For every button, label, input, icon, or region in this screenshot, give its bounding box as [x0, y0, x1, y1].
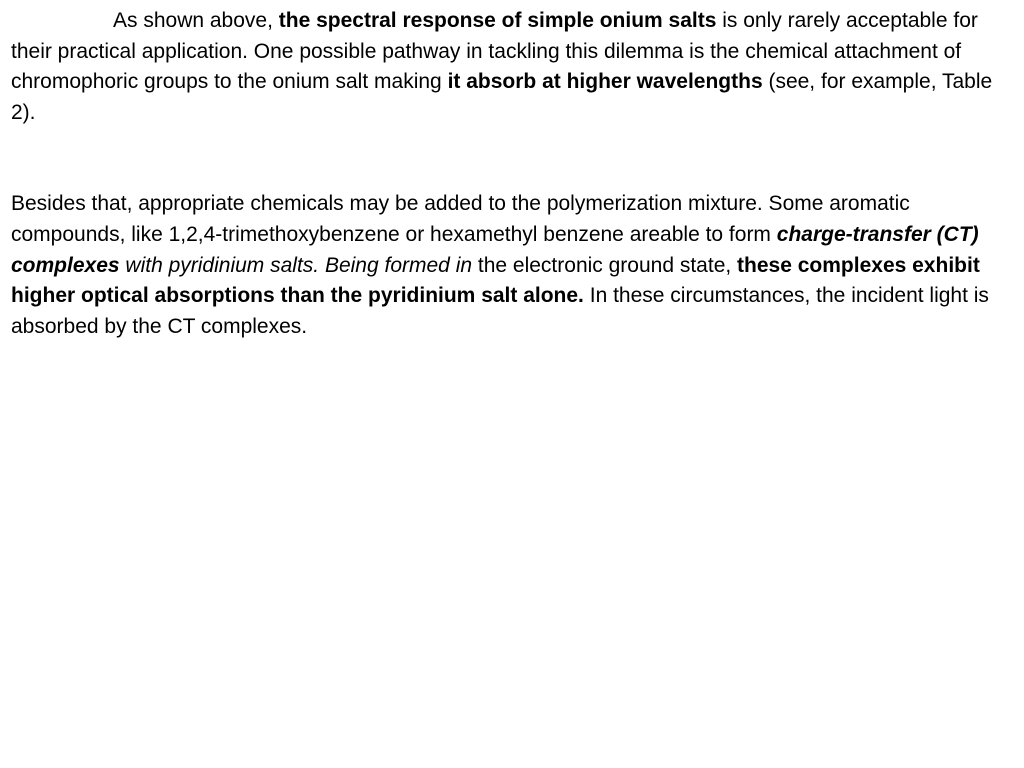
paragraph-gap [11, 128, 1009, 189]
p2-text-1: Besides that, appropriate chemicals may be added to the polymerization mixture. Some aromatic compounds, like 1,2,4-trimethoxybenzene or hexamethyl benzene areable to form [11, 192, 910, 246]
p1-text-1: As shown above, [113, 9, 279, 32]
p2-text-2: the electronic ground state, [472, 253, 738, 277]
slide-body [11, 6, 1009, 342]
p1-bold-absorb-wavelengths: it absorb at higher wavelengths [447, 70, 763, 94]
paragraph-onium-salts [11, 6, 1009, 128]
p2-text-3: In these circumstances, the incident light is absorbed by the CT complexes. [11, 284, 989, 338]
p1-bold-spectral-response: the spectral response of simple onium salts [278, 9, 717, 32]
p2-italic-pyridinium: with pyridinium salts. Being formed in [119, 253, 473, 277]
paragraph-ct-complexes [11, 189, 1009, 342]
p2-bold-absorptions: these complexes exhibit higher optical absorptions than the pyridinium salt alone. [11, 253, 980, 308]
p2-ct-complexes-term: charge-transfer (CT) complexes [11, 222, 979, 277]
p1-text-2: is only rarely acceptable for their practical application. One possible pathway in tackling this dilemma is the chemical attachment of chromophoric groups to the onium salt making [11, 9, 978, 94]
p1-text-3: (see, for example, Table 2). [11, 70, 993, 124]
